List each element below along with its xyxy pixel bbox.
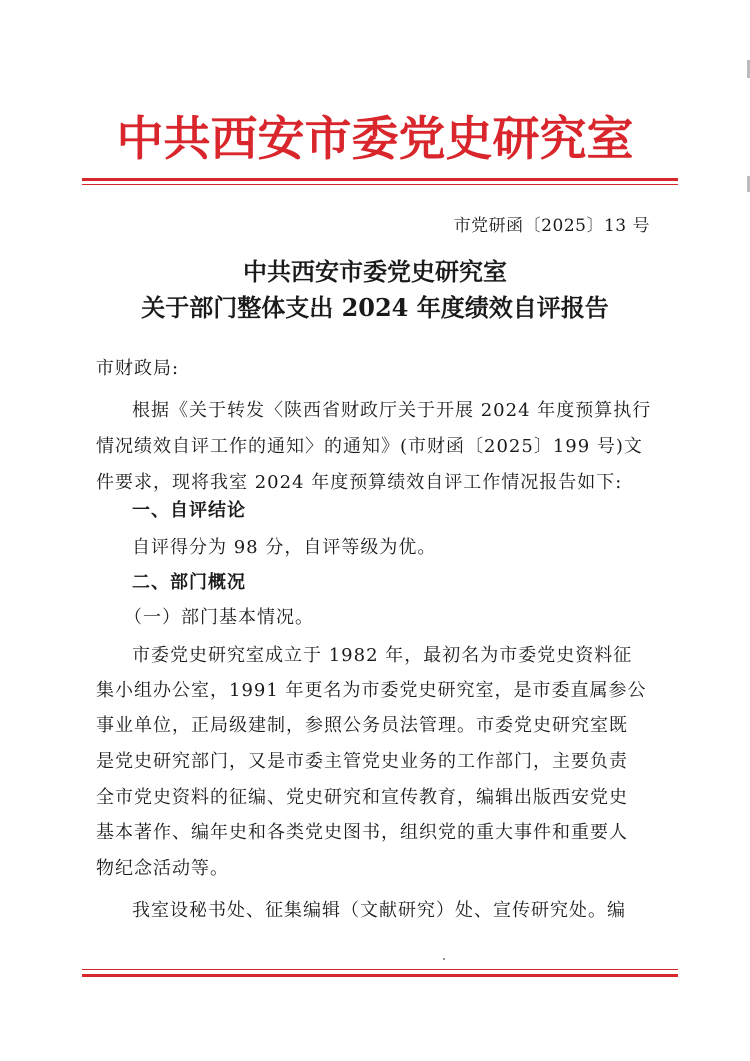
section-2-heading: 二、部门概况 <box>132 572 246 593</box>
recipient: 市财政局: <box>96 358 180 379</box>
section-1-heading: 一、自评结论 <box>132 500 246 521</box>
report-title-line-2: 关于部门整体支出 2024 年度绩效自评报告 <box>141 293 609 322</box>
paragraph-2-line-7: 物纪念活动等。 <box>96 858 229 879</box>
letterhead-title: 中共西安市委党史研究室 <box>116 112 634 167</box>
letterhead-red-rule-thick <box>82 178 678 181</box>
paragraph-1-line-1: 根据《关于转发〈陕西省财政厅关于开展 2024 年度预算执行 <box>132 400 652 421</box>
footer-red-rule-thick <box>82 974 678 977</box>
paragraph-1-line-3: 件要求，现将我室 2024 年度预算绩效自评工作情况报告如下: <box>96 472 623 493</box>
document-number: 市党研函〔2025〕13 号 <box>453 216 650 236</box>
section-2-subheading: （一）部门基本情况。 <box>124 607 314 628</box>
paragraph-1-line-2: 情况绩效自评工作的通知〉的通知》(市财函〔2025〕199 号)文 <box>96 436 643 457</box>
report-title-line-1: 中共西安市委党史研究室 <box>243 257 507 286</box>
paragraph-2-line-4: 是党史研究部门，又是市委主管党史业务的工作部门，主要负责 <box>96 751 628 772</box>
paragraph-2-line-5: 全市党史资料的征编、党史研究和宣传教育，编辑出版西安党史 <box>96 787 628 808</box>
paragraph-3-line-1: 我室设秘书处、征集编辑（文献研究）处、宣传研究处。编 <box>132 900 626 921</box>
footer-red-rule-thin <box>82 969 678 970</box>
paragraph-2-line-2: 集小组办公室，1991 年更名为市委党史研究室，是市委直属参公 <box>96 680 647 701</box>
section-1-text: 自评得分为 98 分，自评等级为优。 <box>132 537 437 558</box>
paragraph-2-line-6: 基本著作、编年史和各类党史图书，组织党的重大事件和重要人 <box>96 822 628 843</box>
paragraph-2-line-1: 市委党史研究室成立于 1982 年，最初名为市委党史资料征 <box>132 645 633 666</box>
scan-speck <box>443 958 445 960</box>
paragraph-2-line-3: 事业单位，正局级建制，参照公务员法管理。市委党史研究室既 <box>96 715 628 736</box>
letterhead-red-rule-thin <box>82 184 678 185</box>
